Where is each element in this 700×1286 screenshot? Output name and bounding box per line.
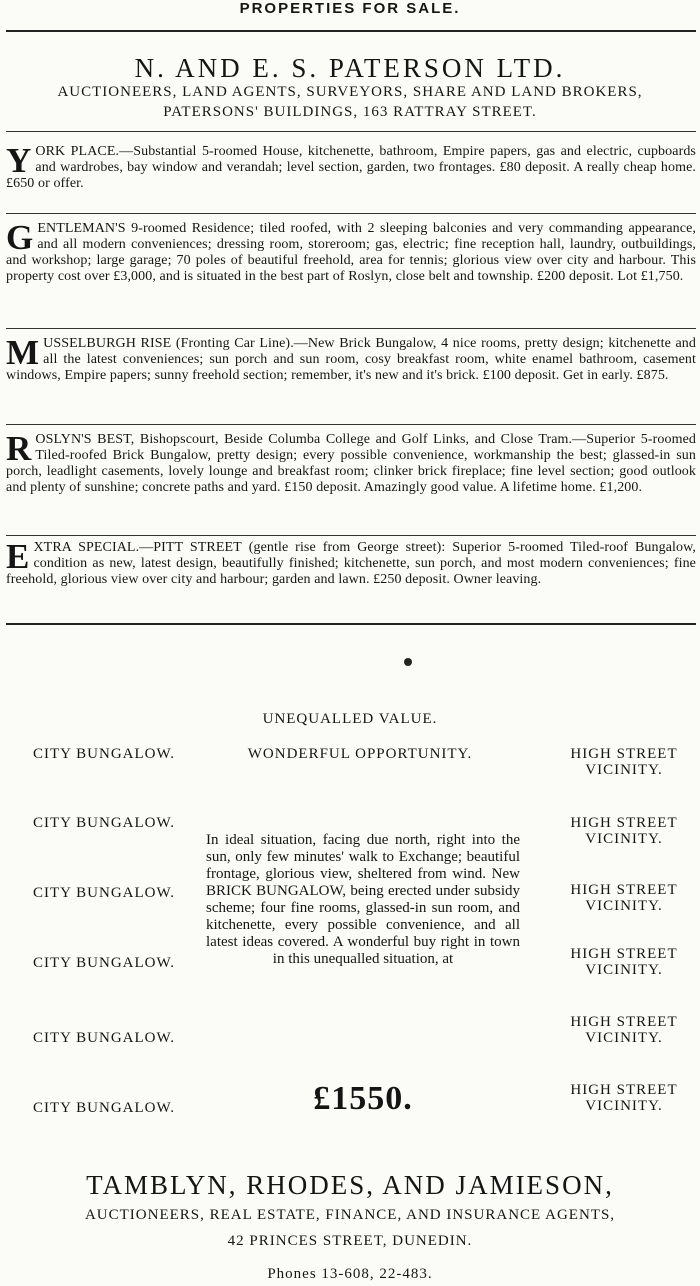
section-heading: PROPERTIES FOR SALE. — [239, 0, 461, 17]
city-bungalow-label: CITY BUNGALOW. — [32, 1100, 176, 1116]
high-street-label: HIGH STREET VICINITY. — [570, 882, 678, 914]
city-bungalow-label: CITY BUNGALOW. — [32, 1030, 176, 1046]
firm-services: AUCTIONEERS, LAND AGENTS, SURVEYORS, SHARE AND LAND BROKERS, — [57, 84, 643, 100]
listing-roslyns-best: ROSLYN'S BEST, Bishopscourt, Beside Columba College and Golf Links, and Close Tram.—Superior 5-roomed Tiled-roofed Brick Bungalow, pretty design; every possible convenience, workmanship the best; glassed-in sun porch, leadlight casements, lovely lounge and breakfast room; clinker brick fireplace; fine level section; good outlook and plenty of sunshine; concrete paths and yard. £150 deposit. Amazingly good value. A lifetime home. £1,200. — [6, 429, 696, 495]
ad-body-text: In ideal situation, facing due north, right into the sun, only few minutes' walk to Exchange; beautiful frontage, glorious view, sheltered from wind. New BRICK BUNGALOW, being erected under subsidy scheme; four fine rooms, glassed-in sun room, and kitchenette, every possible convenience, and all latest ideas covered. A wonderful buy right in town in this unequalled situation, at — [206, 832, 520, 967]
drop-cap: Y — [6, 141, 32, 180]
divider — [6, 213, 696, 214]
high-street-label: HIGH STREET VICINITY. — [570, 946, 678, 978]
agency-phones: Phones 13-608, 22-483. — [267, 1266, 433, 1282]
city-bungalow-label: CITY BUNGALOW. — [32, 746, 176, 762]
listing-gentlemans-residence: GENTLEMAN'S 9-roomed Residence; tiled roofed, with 2 sleeping balconies and very commanding appearance, and all modern conveniences; dressing room, storeroom; gas, electric; fine reception hall, laundry, outbuildings, and workshop; large garage; 70 poles of beautiful freehold, area for tennis; glorious view over city and harbour. This property cost over £3,000, and is situated in the best part of Roslyn, close belt and township. £200 deposit. Lot £1,750. — [6, 218, 696, 284]
city-bungalow-label: CITY BUNGALOW. — [32, 885, 176, 901]
price: £1550. — [313, 1080, 413, 1117]
listing-extra-special: EXTRA SPECIAL.—PITT STREET (gentle rise from George street): Superior 5-roomed Tiled-roof Bungalow, condition as new, latest design, beautifully finished; kitchenette, sun porch, and most modern conveniences; fine freehold, glorious view over city and harbour; garden and lawn. £250 deposit. Owner leaving. — [6, 537, 696, 587]
ad-subheading: WONDERFUL OPPORTUNITY. — [247, 746, 473, 762]
agency-services: AUCTIONEERS, REAL ESTATE, FINANCE, AND INSURANCE AGENTS, — [84, 1207, 616, 1223]
agency-address: 42 PRINCES STREET, DUNEDIN. — [227, 1233, 473, 1249]
listing-york-place: YORK PLACE.—Substantial 5-roomed House, kitchenette, bathroom, Empire papers, gas and electric, cupboards and wardrobes, bay window and verandah; level section, garden, two frontages. £80 deposit. A really cheap home. £650 or offer. — [6, 141, 696, 191]
city-bungalow-label: CITY BUNGALOW. — [32, 955, 176, 971]
high-street-label: HIGH STREET VICINITY. — [570, 815, 678, 847]
divider — [6, 131, 696, 132]
firm-name: N. AND E. S. PATERSON LTD. — [134, 53, 566, 83]
firm-address: PATERSONS' BUILDINGS, 163 RATTRAY STREET. — [163, 104, 537, 120]
drop-cap: R — [6, 429, 32, 468]
divider — [6, 424, 696, 425]
divider — [6, 30, 696, 32]
drop-cap: G — [6, 218, 34, 257]
listing-musselburgh-rise: MUSSELBURGH RISE (Fronting Car Line).—New Brick Bungalow, 4 nice rooms, pretty design; kitchenette and all the latest conveniences; sun porch and sun room, cosy breakfast room, white enamel bathroom, casement windows, Empire papers; sunny freehold section; remember, it's new and it's brick. £100 deposit. Get in early. £875. — [6, 333, 696, 383]
ad-headline: UNEQUALLED VALUE. — [262, 711, 438, 727]
divider — [6, 535, 696, 536]
drop-cap: M — [6, 333, 40, 372]
divider — [6, 328, 696, 329]
high-street-label: HIGH STREET VICINITY. — [570, 1082, 678, 1114]
high-street-label: HIGH STREET VICINITY. — [570, 746, 678, 778]
city-bungalow-label: CITY BUNGALOW. — [32, 815, 176, 831]
ink-dot — [404, 658, 412, 666]
high-street-label: HIGH STREET VICINITY. — [570, 1014, 678, 1046]
agency-name: TAMBLYN, RHODES, AND JAMIESON, — [86, 1170, 614, 1200]
divider — [6, 623, 696, 625]
drop-cap: E — [6, 537, 30, 576]
